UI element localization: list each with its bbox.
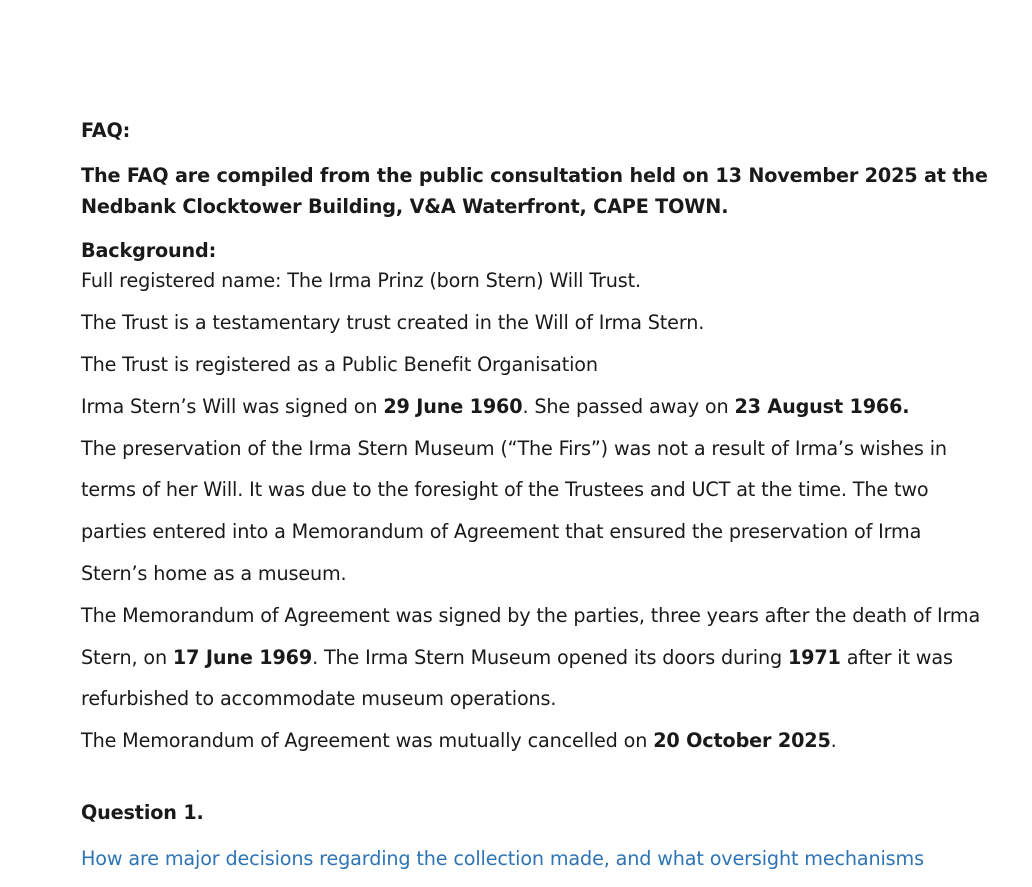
moa-line-1: The Memorandum of Agreement was signed by the parties, three years after the death of Irma — [81, 604, 981, 627]
death-date: 23 August 1966. — [734, 395, 910, 418]
pbo-status: The Trust is registered as a Public Benefit Organisation — [81, 353, 598, 376]
will-text-a: Irma Stern’s Will was signed on — [81, 395, 384, 418]
preservation-line-2: terms of her Will. It was due to the foresight of the Trustees and UCT at the time. The two — [81, 478, 929, 501]
question-1-text: How are major decisions regarding the collection made, and what oversight mechanisms — [81, 847, 924, 870]
will-text-c: . She passed away on — [522, 395, 735, 418]
moa-text-a: Stern, on — [81, 646, 173, 669]
moa-line-3: refurbished to accommodate museum operations. — [81, 687, 557, 710]
cancel-text-a: The Memorandum of Agreement was mutually cancelled on — [81, 729, 654, 752]
preservation-line-1: The preservation of the Irma Stern Museum (“The Firs”) was not a result of Irma’s wishes in — [81, 437, 947, 460]
will-dates-line — [81, 395, 909, 418]
cancel-line — [81, 729, 837, 752]
background-heading: Background: — [81, 239, 217, 262]
intro-line-1: The FAQ are compiled from the public consultation held on 13 November 2025 at the — [81, 164, 988, 187]
registered-name: Full registered name: The Irma Prinz (born Stern) Will Trust. — [81, 269, 641, 292]
preservation-line-4: Stern’s home as a museum. — [81, 562, 347, 585]
moa-line-2 — [81, 646, 953, 669]
moa-text-e: after it was — [840, 646, 953, 669]
moa-text-c: . The Irma Stern Museum opened its doors during — [312, 646, 788, 669]
faq-heading: FAQ: — [81, 119, 131, 142]
intro-line-2: Nedbank Clocktower Building, V&A Waterfront, CAPE TOWN. — [81, 195, 729, 218]
cancel-text-c: . — [830, 729, 837, 752]
moa-signed-date: 17 June 1969 — [172, 646, 313, 669]
will-signed-date: 29 June 1960 — [383, 395, 523, 418]
preservation-line-3: parties entered into a Memorandum of Agreement that ensured the preservation of Irma — [81, 520, 922, 543]
trust-type: The Trust is a testamentary trust created in the Will of Irma Stern. — [81, 311, 705, 334]
cancel-date: 20 October 2025 — [653, 729, 831, 752]
museum-open-year: 1971 — [787, 646, 841, 669]
question-1-heading: Question 1. — [81, 801, 204, 824]
